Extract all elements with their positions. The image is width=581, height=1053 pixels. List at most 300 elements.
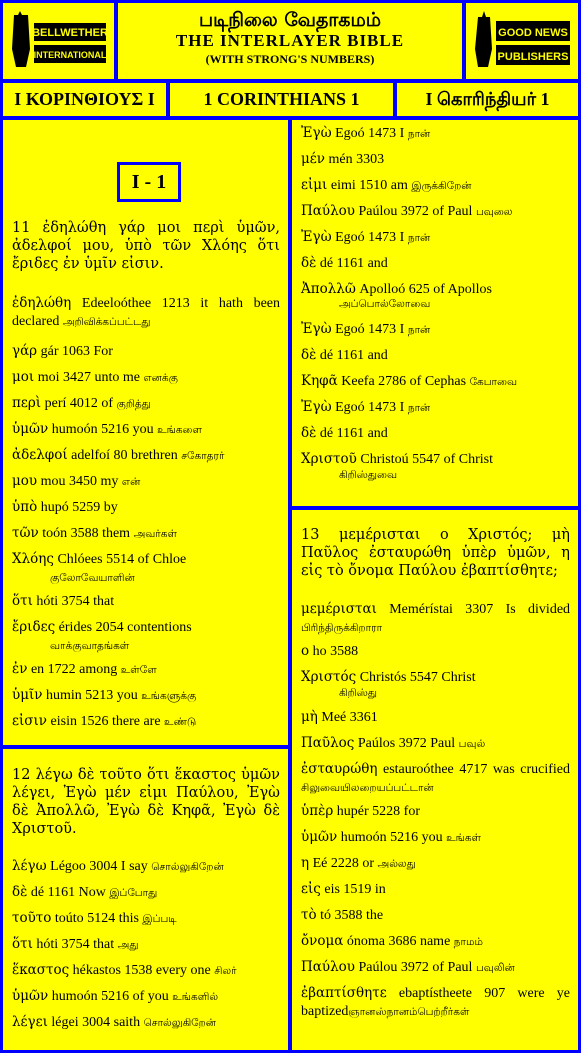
english-gloss: among [79,662,118,677]
tamil-gloss: அவர்கள் [133,528,177,540]
word-entry [292,760,578,802]
transliteration: eisin [50,714,77,729]
greek-word: περὶ [12,395,42,411]
transliteration: Paúlou [358,960,398,975]
word-entry [292,642,578,668]
word-entry [292,280,578,320]
strong-number: 2054 [95,620,124,635]
english-gloss: of Paul [432,960,473,975]
strong-number: 3588 [330,644,359,659]
verse-11-entries [3,294,288,738]
english-gloss: I [399,230,405,245]
greek-word: ὑπὲρ [301,803,334,819]
greek-word: μοι [12,369,35,385]
word-entry [3,1013,288,1039]
verse-12-continued-panel [292,120,578,506]
greek-word: Χριστοῦ [301,451,357,467]
greek-word: μου [12,473,38,489]
good-news-logo-icon [472,9,572,73]
strong-number: 1722 [47,662,76,677]
strong-number: 5547 [412,452,441,467]
transliteration: Egoó [335,400,365,415]
greek-word: ὑμῖν [12,687,43,703]
greek-word: δὲ [301,347,317,363]
word-entry [3,342,288,368]
english-gloss: it hath been declared [12,296,281,329]
english-gloss: unto me [94,370,140,385]
greek-word: ὅτι [12,593,33,609]
greek-word: δὲ [301,255,317,271]
greek-word: τὸ [301,907,317,923]
greek-word: Ἐγὼ [301,125,332,141]
strong-number: 1161 [336,426,365,441]
strong-number: 3754 [61,937,90,952]
tamil-gloss: உண்டு [164,716,197,728]
word-entry [292,424,578,450]
tamil-gloss: பவுல் [458,738,486,750]
transliteration: Eé [312,856,328,871]
greek-word: ἐν [12,661,28,677]
word-entry [292,854,578,880]
tamil-gloss: பிரிந்திருக்கிறாரா [301,622,383,634]
word-entry [3,592,288,618]
transliteration: gár [40,344,59,359]
strong-number: 3361 [349,710,378,725]
word-entry [292,880,578,906]
english-gloss: or [362,856,375,871]
word-entry [3,660,288,686]
verse-11-panel [3,120,288,745]
tamil-title: படிநிலை வேதாகமம் [198,9,382,31]
strong-number: 3972 [398,736,427,751]
tamil-gloss: உள்ளே [120,664,157,676]
greek-word: ο [301,643,310,659]
english-gloss: there are [111,714,161,729]
english-gloss: my [100,474,119,489]
english-gloss: you [421,830,443,845]
tamil-gloss: குறித்து [116,398,151,410]
english-gloss: were ye baptized [301,986,571,1019]
svg-text:GOOD NEWS: GOOD NEWS [498,27,568,39]
word-entry [3,909,288,935]
transliteration: hupér [336,804,369,819]
greek-word: ἀδελφοί [12,447,68,463]
tamil-gloss: வாக்குவாதங்கள் [50,640,130,652]
tamil-gloss: அப்பொல்லோவை [339,298,431,310]
transliteration: perí [44,396,67,411]
word-entry [292,906,578,932]
word-entry [292,176,578,202]
english-gloss: Paul [430,736,456,751]
transliteration: en [30,662,45,677]
strong-number: 3588 [334,908,363,923]
greek-word: Ἐγὼ [301,321,332,337]
transliteration: hóti [36,594,59,609]
tamil-gloss: ஞானஸ்நானம்பெற்றீர்கள் [348,1006,470,1018]
tamil-gloss: அல்லது [377,858,416,870]
tamil-gloss: சிலர் [214,965,237,977]
tamil-gloss: இப்போது [109,887,158,899]
greek-word: ὑμῶν [12,988,49,1004]
greek-word: Ἐγὼ [301,229,332,245]
tamil-gloss: நான் [407,402,431,414]
english-gloss: this [118,911,139,926]
strong-number: 2786 [378,374,407,389]
transliteration: ho [312,644,327,659]
greek-word: εἰς [301,881,321,897]
english-gloss: you [116,688,138,703]
book-english: 1 CORINTHIANS 1 [170,83,393,116]
strong-number: 5228 [372,804,401,819]
verse-11-text: 11 ἐδηλώθη γάρ μοι περὶ ὑμῶν, ἀδελφοί μου, ὑπὸ τῶν Χλόης ὅτι ἔριδες ἐν ὑμῖν εἰσιν. [12,220,280,272]
transliteration: dé [30,885,45,900]
english-gloss: was crucified [492,762,570,777]
transliteration: Christós [359,670,407,685]
word-entry [3,294,288,342]
transliteration: Egoó [335,126,365,141]
greek-word: ὄνομα [301,933,344,949]
strong-number: 5216 [390,830,419,845]
word-entry [292,254,578,280]
english-gloss: and [367,256,388,271]
transliteration: humoón [51,989,98,1004]
word-entry [3,368,288,394]
english-gloss: in [374,882,386,897]
word-entry [292,600,578,642]
greek-word: γάρ [12,343,38,359]
tamil-gloss: இப்படி [142,913,177,925]
transliteration: Edeeloóthee [81,296,152,311]
transliteration: Meé [321,710,347,725]
strong-number: 4717 [459,762,488,777]
transliteration: Légoo [50,859,86,874]
tamil-gloss: அது [117,939,139,951]
word-entry [292,228,578,254]
strong-number: 3303 [356,152,385,167]
main-title: THE INTERLAYER BIBLE [175,31,405,50]
tamil-gloss: நான் [407,232,431,244]
greek-word: Χριστός [301,669,357,685]
tamil-gloss: பவுலை [475,206,513,218]
transliteration: Keefa [341,374,375,389]
strong-number: 1519 [343,882,372,897]
transliteration: tó [320,908,331,923]
word-entry [292,320,578,346]
english-gloss: of Chloe [137,552,187,567]
word-entry [3,472,288,498]
strong-number: 5213 [85,688,114,703]
greek-word: ὅτι [12,936,33,952]
verse-12-entries-continued [292,124,578,490]
greek-word: εἰμι [301,177,328,193]
verse-13-panel [292,510,578,1050]
word-entry [3,550,288,592]
word-entry [292,708,578,734]
transliteration: Egoó [335,230,365,245]
word-entry [3,961,288,987]
transliteration: dé [319,426,334,441]
tamil-gloss: உங்கள் [446,832,482,844]
strong-number: 3972 [400,960,429,975]
good-news-logo [466,3,578,79]
greek-word: εἰσιν [12,713,48,729]
tamil-gloss: சிலுவையிலறையப்பட்டான் [301,782,434,794]
tamil-gloss: பவுலின் [475,962,515,974]
tamil-gloss: உங்களை [157,424,202,436]
greek-word: η [301,855,310,871]
word-entry [3,686,288,712]
strong-number: 1473 [368,126,397,141]
tamil-gloss: சொல்லுகிறேன் [143,1017,216,1029]
svg-text:INTERNATIONAL: INTERNATIONAL [33,50,107,60]
english-gloss: contentions [127,620,192,635]
english-gloss: of Christ [443,452,493,467]
greek-word: ὑμῶν [301,829,338,845]
english-gloss: of Paul [432,204,473,219]
greek-word: Ἀπολλῶ [301,281,356,297]
english-gloss: I [399,400,405,415]
svg-text:BELLWETHER: BELLWETHER [32,27,108,39]
strong-number: 5124 [87,911,116,926]
title-block [118,3,462,79]
english-gloss: Now [78,885,106,900]
greek-word: τοῦτο [12,910,52,926]
strong-number: 3686 [388,934,417,949]
greek-word: δὲ [12,884,28,900]
greek-word: Παύλου [301,203,355,219]
transliteration: Egoó [335,322,365,337]
transliteration: mou [40,474,66,489]
english-gloss: of you [132,989,169,1004]
strong-number: 3450 [69,474,97,489]
greek-word: λέγω [12,858,47,874]
verse-12-text: 12 λέγω δὲ τοῦτο ὅτι ἕκαστος ὑμῶν λέγει, Ἐγὼ μέν εἰμι Παύλου, Ἐγὼ δὲ Ἀπολλῶ, Ἐγὼ δὲ Κηφᾶ, Ἐγὼ δὲ Χριστοῦ. [12,767,280,837]
word-entry [292,346,578,372]
english-gloss: of Cephas [409,374,467,389]
greek-word: Ἐγὼ [301,399,332,415]
tamil-gloss: சகோதரர் [181,450,225,462]
word-entry [292,372,578,398]
transliteration: Paúlou [358,204,398,219]
tamil-gloss: குலோவேயாளின் [50,572,135,584]
strong-number: 1473 [368,400,397,415]
word-entry [292,828,578,854]
transliteration: moi [37,370,60,385]
tamil-gloss: கேபாவை [469,376,518,388]
strong-number: 1213 [161,296,190,311]
english-gloss: name [419,934,451,949]
word-entry [3,987,288,1013]
english-gloss: the [366,908,384,923]
strong-number: 3972 [400,204,429,219]
transliteration: Christoú [360,452,409,467]
strong-number: 1526 [80,714,109,729]
english-gloss: of [101,396,114,411]
svg-text:PUBLISHERS: PUBLISHERS [497,51,569,63]
strong-number: 1538 [124,963,153,978]
strong-number: 3588 [70,526,99,541]
strong-number: 3004 [82,1015,111,1030]
transliteration: eis [324,882,340,897]
greek-word: ἕκαστος [12,962,70,978]
strong-number: 4012 [69,396,98,411]
english-gloss: I [399,126,405,141]
strong-number: 5547 [409,670,438,685]
english-gloss: them [102,526,131,541]
strong-number: 1473 [368,322,397,337]
transliteration: hóti [36,937,59,952]
greek-word: Παῦλος [301,735,355,751]
transliteration: toón [42,526,68,541]
transliteration: humoón [340,830,387,845]
bellwether-logo-icon [8,9,108,73]
transliteration: humoón [51,422,98,437]
word-entry [292,958,578,984]
strong-number: 5216 [101,989,130,1004]
english-gloss: I [399,322,405,337]
transliteration: ebaptístheete [398,986,472,1001]
strong-number: 3307 [465,602,494,617]
word-entry [3,420,288,446]
word-entry [292,984,578,1026]
word-entry [3,394,288,420]
strong-number: 1473 [368,230,397,245]
greek-word: ἐσταυρώθη [301,761,378,777]
greek-word: Κηφᾶ [301,373,338,389]
strong-number: 5514 [106,552,135,567]
english-gloss: you [132,422,154,437]
word-entry [292,734,578,760]
sub-title: (WITH STRONG'S NUMBERS) [205,52,375,66]
tamil-gloss: அறிவிக்கப்பட்டது [62,316,151,328]
greek-word: ὑμῶν [12,421,49,437]
english-gloss: for [403,804,420,819]
transliteration: Apolloó [359,282,406,297]
transliteration: érides [58,620,93,635]
verse-13-text: 13 μεμέρισται ο Χριστός; μὴ Παῦλος ἐσταυρώθη ὑπὲρ ὑμῶν, η εἰς τὸ ὄνομα Παύλου ἐβαπτίσθητε; [301,527,570,579]
greek-word: τῶν [12,525,39,541]
word-entry [3,857,288,883]
tamil-gloss: என் [121,476,141,488]
greek-word: μέν [301,151,325,167]
word-entry [3,712,288,738]
book-greek: Ι ΚΟΡΙΝΘΙΟΥΣ Ι [3,83,166,116]
tamil-gloss: உங்களில் [172,991,219,1003]
greek-word: ἔριδες [12,619,56,635]
word-entry [292,124,578,150]
transliteration: légei [51,1015,79,1030]
english-gloss: that [93,594,115,609]
word-entry [292,668,578,708]
greek-word: δὲ [301,425,317,441]
transliteration: ónoma [346,934,385,949]
greek-word: Παύλου [301,959,355,975]
greek-word: ὑπὸ [12,499,38,515]
transliteration: Paúlos [357,736,396,751]
greek-word: μὴ [301,709,318,725]
tamil-gloss: சொல்லுகிறேன் [151,861,224,873]
greek-word: Χλόης [12,551,54,567]
english-gloss: and [367,426,388,441]
transliteration: Memérístai [389,602,453,617]
strong-number: 1161 [336,256,365,271]
greek-word: ἐβαπτίσθητε [301,985,387,1001]
transliteration: dé [319,348,334,363]
english-gloss: I say [120,859,148,874]
english-gloss: Christ [441,670,476,685]
bellwether-logo [3,3,114,79]
verse-12-panel [3,749,288,1050]
strong-number: 3754 [61,594,90,609]
greek-word: λέγει [12,1014,48,1030]
english-gloss: For [93,344,113,359]
word-entry [292,932,578,958]
word-entry [292,150,578,176]
word-entry [3,935,288,961]
strong-number: 907 [484,986,506,1001]
word-entry [3,524,288,550]
strong-number: 1063 [62,344,91,359]
strong-number: 80 [113,448,128,463]
english-gloss: every one [155,963,211,978]
tamil-gloss: உங்களுக்கு [141,690,197,702]
english-gloss: that [93,937,115,952]
book-tamil: I கொரிந்தியர் 1 [397,83,578,116]
transliteration: humin [45,688,82,703]
word-entry [292,802,578,828]
word-entry [3,498,288,524]
verse-12-entries [3,857,288,1039]
transliteration: estauroóthee [383,762,454,777]
strong-number: 1161 [336,348,365,363]
word-entry [292,202,578,228]
tamil-gloss: நான் [407,128,431,140]
word-entry [292,450,578,490]
strong-number: 1161 [47,885,76,900]
transliteration: adelfoí [71,448,111,463]
greek-word: ἐδηλώθη [12,295,72,311]
strong-number: 3004 [89,859,118,874]
greek-word: μεμέρισται [301,601,377,617]
word-entry [3,618,288,660]
english-gloss: brethren [131,448,178,463]
transliteration: hékastos [72,963,121,978]
tamil-gloss: எனக்கு [143,372,178,384]
english-gloss: Is divided [505,602,571,617]
transliteration: dé [319,256,334,271]
transliteration: hupó [40,500,69,515]
strong-number: 2228 [330,856,359,871]
verse-13-entries [292,600,578,1026]
strong-number: 625 [408,282,430,297]
english-gloss: of Apollos [433,282,492,297]
word-entry [3,446,288,472]
english-gloss: saith [113,1015,141,1030]
strong-number: 5259 [72,500,101,515]
word-entry [3,883,288,909]
transliteration: eimi [330,178,356,193]
transliteration: mén [328,152,353,167]
tamil-gloss: இருக்கிறேன் [411,180,472,192]
strong-number: 1510 [359,178,388,193]
transliteration: toúto [54,911,84,926]
tamil-gloss: நான் [407,324,431,336]
tamil-gloss: கிறிஸ்துவை [339,469,398,481]
transliteration: Chlóees [57,552,103,567]
tamil-gloss: நாமம் [453,936,483,948]
english-gloss: by [103,500,118,515]
word-entry [292,398,578,424]
